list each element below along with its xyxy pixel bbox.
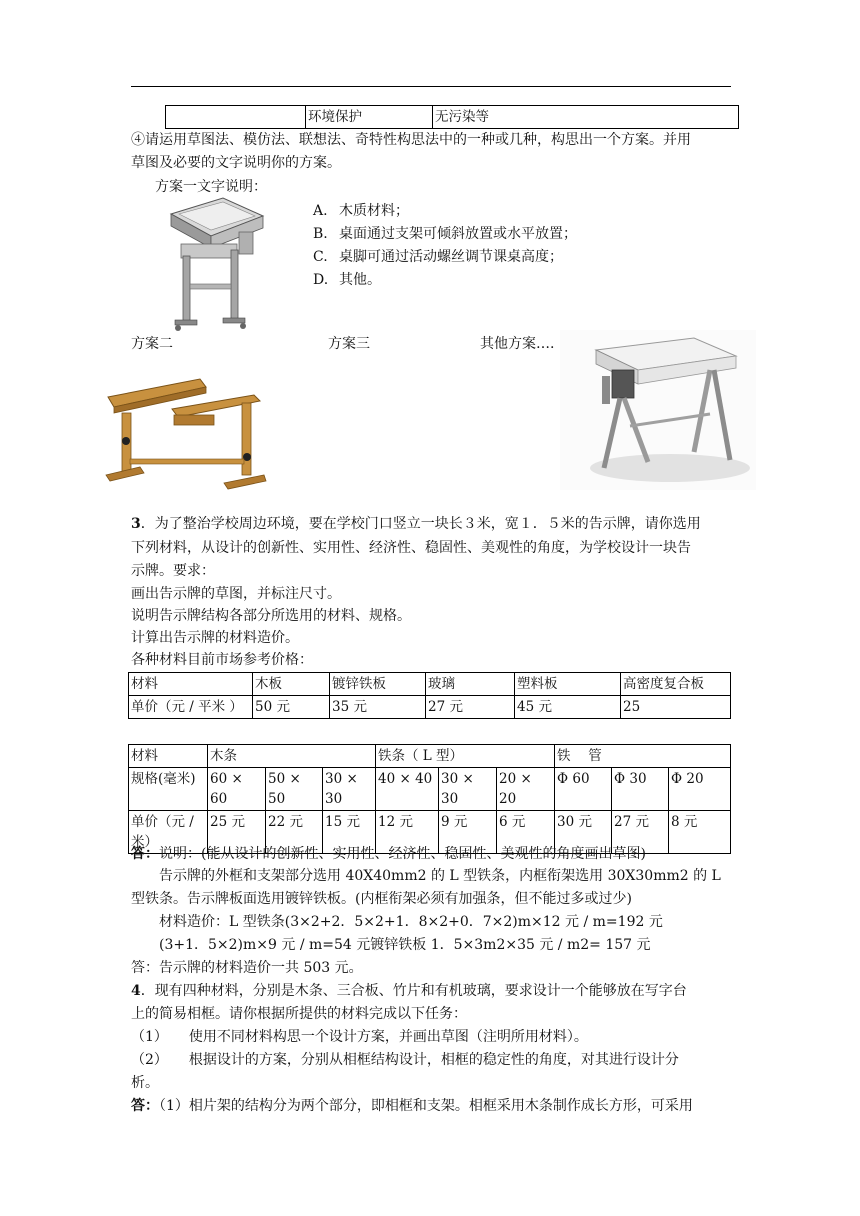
q4-line	[131, 1096, 693, 1116]
q4-instruction-line2: 草图及必要的文字说明你的方案。	[131, 155, 341, 171]
plan1-list	[313, 200, 577, 292]
table-cell: 27 元	[612, 811, 669, 854]
answer-label: 答：	[131, 846, 159, 862]
answer3-line: 告示牌的外框和支架部分选用 40X40mm2 的 L 型铁条，内框衔架选用 30X30mm2 的 L	[159, 868, 721, 884]
table-cell: 规格(毫米)	[129, 768, 208, 811]
other-plan-steel-desk-image	[560, 330, 756, 490]
table-cell: 25 元	[208, 811, 266, 854]
top-table	[165, 105, 739, 129]
q4-answer-text: （1）相片架的结构分为两个部分，即相框和支架。相框采用木条制作成长方形，可采用	[159, 1098, 693, 1114]
plan1-item-letter: A.	[313, 203, 328, 219]
q3-text: ．为了整治学校周边环境，要在学校门口竖立一块长３米，宽１．５米的告示牌，请你选用	[140, 516, 701, 532]
table-cell: 25	[621, 696, 731, 719]
table-cell: 27 元	[426, 696, 515, 719]
table-cell: 30 × 30	[439, 768, 497, 811]
table-cell: 9 元	[439, 811, 497, 854]
q4-line	[131, 981, 687, 1001]
plan1-item	[313, 223, 577, 246]
top-table-cell: 无污染等	[433, 106, 739, 129]
price-table-sheet-materials	[128, 672, 731, 719]
plan1-item-letter: C.	[313, 249, 328, 265]
table-cell: 铁条（ L 型）	[376, 745, 555, 768]
plan1-item	[313, 269, 577, 292]
plan1-item	[313, 200, 577, 223]
answer-label: 答：	[131, 1098, 159, 1114]
answer3-line: 型铁条。告示牌板面选用镀锌铁板。(内框衔架必须有加强条，但不能过多或过少)	[131, 891, 632, 907]
table-cell: 单价（元 / 平米 ）	[129, 696, 253, 719]
table-cell: 12 元	[376, 811, 439, 854]
table-cell: Φ 20	[669, 768, 731, 811]
q4-line: 上的简易相框。请你根据所提供的材料完成以下任务：	[131, 1006, 467, 1022]
table-cell: 镀锌铁板	[330, 673, 426, 696]
q4-text: ．现有四种材料，分别是木条、三合板、竹片和有机玻璃，要求设计一个能够放在写字台	[140, 983, 687, 999]
table-cell: 玻璃	[426, 673, 515, 696]
table-cell: 40 × 40	[376, 768, 439, 811]
table-cell: 塑料板	[515, 673, 621, 696]
table-cell: 30 × 30	[323, 768, 376, 811]
answer3-line: 材料造价：L 型铁条(3×2+2．5×2+1．8×2+0．7×2)m×12 元 / m=192 元	[159, 914, 663, 930]
q3-line: 示牌。要求：	[131, 563, 215, 579]
plan3-label: 方案三	[328, 336, 370, 352]
table-cell: 22 元	[266, 811, 323, 854]
answer3-text: 说明：(能从设计的创新性、实用性、经济性、稳固性、美观性的角度画出草图)	[159, 846, 646, 862]
table-cell: 8 元	[669, 811, 731, 854]
q3-line: 计算出告示牌的材料造价。	[131, 630, 299, 646]
q4-instruction-line1: ④请运用草图法、模仿法、联想法、奇特性构思法中的一种或几种，构思出一个方案。并用	[131, 132, 691, 148]
table-cell: 60 × 60	[208, 768, 266, 811]
plan1-label: 方案一文字说明：	[155, 179, 267, 195]
q4-line: （1） 使用不同材料构思一个设计方案，并画出草图（注明所用材料）。	[131, 1029, 588, 1045]
plan1-item-text: 其他。	[339, 272, 381, 288]
plan1-item	[313, 246, 577, 269]
table-cell: 材料	[129, 673, 253, 696]
table-cell: 20 × 20	[497, 768, 555, 811]
top-table-cell: 环境保护	[306, 106, 433, 129]
plan1-desk-image	[163, 196, 268, 334]
table-cell: 6 元	[497, 811, 555, 854]
table-cell: 铁 管	[555, 745, 731, 768]
table-cell: 30 元	[555, 811, 612, 854]
q4-number: 4	[131, 983, 141, 999]
plan1-item-text: 木质材料；	[339, 203, 409, 219]
table-cell: 15 元	[323, 811, 376, 854]
price-table-bars-tubes	[128, 744, 731, 854]
plan1-item-text: 桌面通过支架可倾斜放置或水平放置；	[339, 226, 577, 242]
table-cell: Φ 30	[612, 768, 669, 811]
table-cell: 45 元	[515, 696, 621, 719]
table-cell: 50 元	[253, 696, 330, 719]
plan1-item-text: 桌脚可通过活动螺丝调节课桌高度；	[339, 249, 563, 265]
q3-line: 各种材料目前市场参考价格：	[131, 652, 313, 668]
top-table-cell-empty	[166, 106, 306, 129]
table-cell: 材料	[129, 745, 208, 768]
table-cell: Φ 60	[555, 768, 612, 811]
q3-line: 说明告示牌结构各部分所选用的材料、规格。	[131, 608, 411, 624]
plan2-label: 方案二	[131, 336, 173, 352]
q3-number: 3	[131, 516, 141, 532]
answer3-line: 答：告示牌的材料造价一共 503 元。	[131, 960, 363, 976]
answer3-line	[131, 844, 646, 864]
plan1-item-letter: D.	[313, 272, 329, 288]
table-cell: 高密度复合板	[621, 673, 731, 696]
table-cell: 木条	[208, 745, 376, 768]
plan2-wooden-desk-image	[104, 375, 270, 503]
plan1-item-letter: B.	[313, 226, 328, 242]
table-cell: 50 × 50	[266, 768, 323, 811]
table-cell: 木板	[253, 673, 330, 696]
q3-line	[131, 514, 701, 534]
q4-line: 析。	[131, 1075, 159, 1091]
other-plan-label: 其他方案….	[480, 336, 555, 352]
table-cell: 单价（元 /米）	[129, 811, 208, 854]
table-cell: 35 元	[330, 696, 426, 719]
answer3-line: (3+1．5×2)m×9 元 / m=54 元镀锌铁板 1．5×3m2×35 元 / m2= 157 元	[159, 937, 651, 953]
q3-line: 画出告示牌的草图，并标注尺寸。	[131, 586, 341, 602]
q3-line: 下列材料，从设计的创新性、实用性、经济性、稳固性、美观性的角度，为学校设计一块告	[131, 540, 691, 556]
q4-line: （2） 根据设计的方案，分别从相框结构设计，相框的稳定性的角度，对其进行设计分	[131, 1052, 679, 1068]
header-rule	[131, 86, 731, 87]
